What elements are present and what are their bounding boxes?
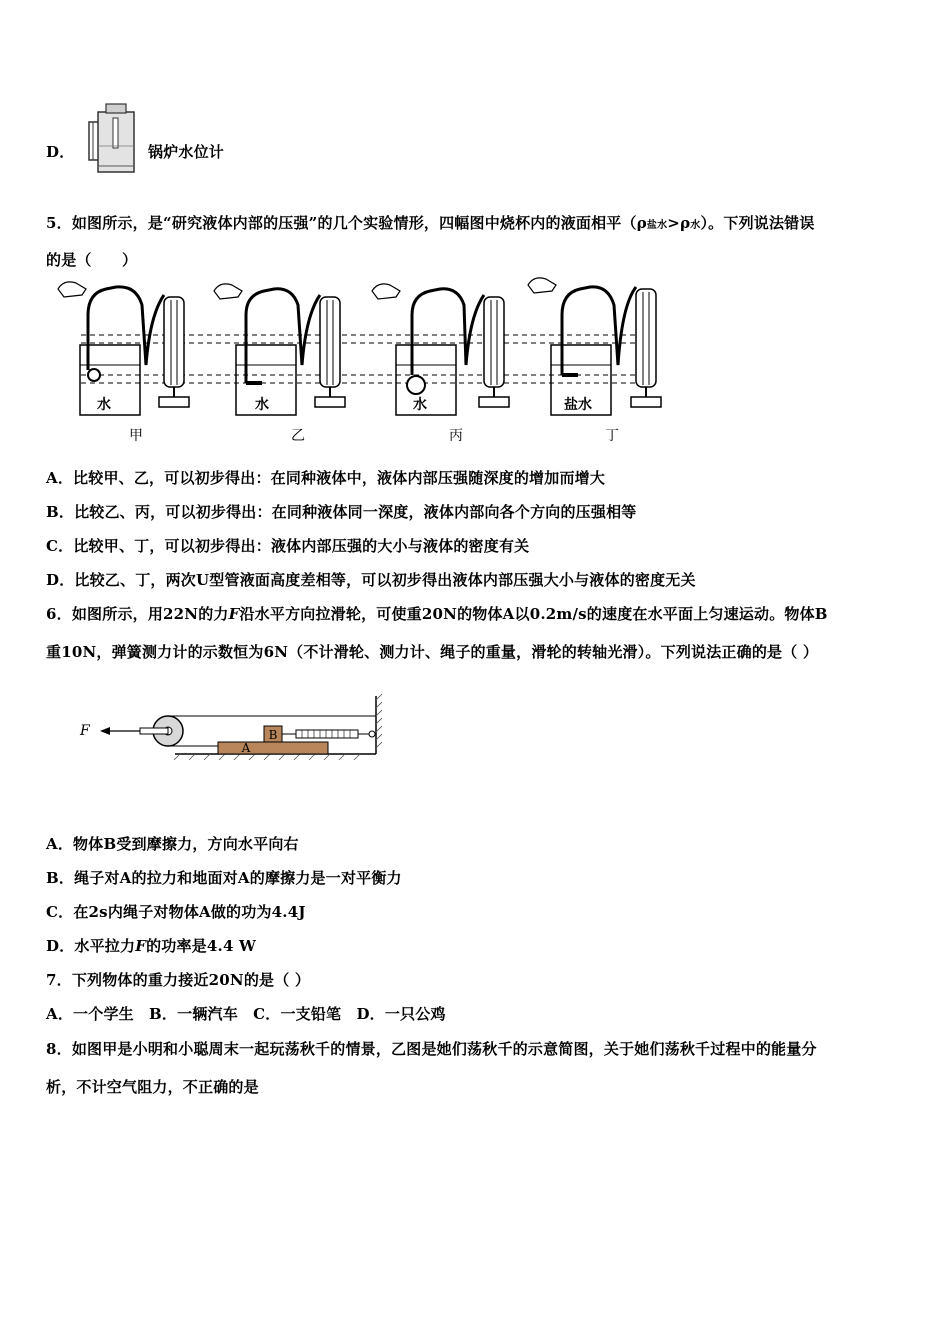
q6-stem-line1: 6．如图所示，用22N的力F沿水平方向拉滑轮，可使重20N的物体A以0.2m/s的速度在水平面上匀速运动。物体B — [46, 605, 828, 623]
q5-option-a: A．比较甲、乙，可以初步得出：在同种液体中，液体内部压强随深度的增加而增大 — [46, 469, 606, 487]
caption-yi: 乙 — [291, 428, 305, 444]
setup-yi — [214, 284, 345, 444]
q6-option-b: B．绳子对A的拉力和地面对A的摩擦力是一对平衡力 — [46, 869, 402, 887]
pulley-figure — [70, 690, 390, 765]
caption-bing: 丙 — [449, 428, 463, 444]
caption-jia: 甲 — [129, 428, 143, 444]
q8-stem-line2: 析，不计空气阻力，不正确的是 — [46, 1078, 259, 1096]
beaker-label-1: 水 — [97, 397, 111, 413]
block-a-label: A — [241, 741, 251, 755]
q4-option-d-text: 锅炉水位计 — [148, 143, 225, 161]
setup-ding — [528, 278, 661, 444]
force-f-label: F — [80, 723, 90, 739]
beaker-label-4: 盐水 — [564, 397, 592, 413]
q5-option-d: D．比较乙、丁，两次U型管液面高度差相等，可以初步得出液体内部压强大小与液体的密度无关 — [46, 571, 696, 589]
q5-stem-line1: 5．如图所示，是“研究液体内部的压强”的几个实验情形，四幅图中烧杯内的液面相平（ρ盐水>ρ水）。下列说法错误 — [46, 214, 815, 232]
beaker-label-3: 水 — [413, 397, 427, 413]
q4-option-d-letter: D． — [46, 143, 75, 161]
q7-stem: 7．下列物体的重力接近20N的是（ ） — [46, 971, 311, 989]
q6-option-d: D．水平拉力F的功率是4.4 W — [46, 937, 257, 955]
block-b-label: B — [268, 728, 278, 742]
q8-stem-line1: 8．如图甲是小明和小聪周末一起玩荡秋千的情景，乙图是她们荡秋千的示意简图，关于她们荡秋千过程中的能量分 — [46, 1040, 817, 1058]
pressure-experiment-figure — [46, 275, 666, 450]
q6-option-a: A．物体B受到摩擦力，方向水平向右 — [46, 835, 299, 853]
q7-options: A．一个学生 B．一辆汽车 C．一支铅笔 D．一只公鸡 — [46, 1005, 446, 1023]
q5-option-b: B．比较乙、丙，可以初步得出：在同种液体同一深度，液体内部向各个方向的压强相等 — [46, 503, 637, 521]
boiler-gauge-figure — [84, 100, 144, 176]
setup-bing — [372, 284, 509, 444]
beaker-label-2: 水 — [255, 397, 269, 413]
caption-ding: 丁 — [605, 428, 619, 444]
q6-option-c: C．在2s内绳子对物体A做的功为4.4J — [46, 903, 306, 921]
q6-stem-line2: 重10N，弹簧测力计的示数恒为6N（不计滑轮、测力计、绳子的重量，滑轮的转轴光滑）。下列说法正确的是（ ） — [46, 643, 819, 661]
q5-option-c: C．比较甲、丁，可以初步得出：液体内部压强的大小与液体的密度有关 — [46, 537, 530, 555]
q5-stem-line2: 的是（ ） — [46, 251, 138, 269]
setup-jia — [58, 282, 189, 444]
